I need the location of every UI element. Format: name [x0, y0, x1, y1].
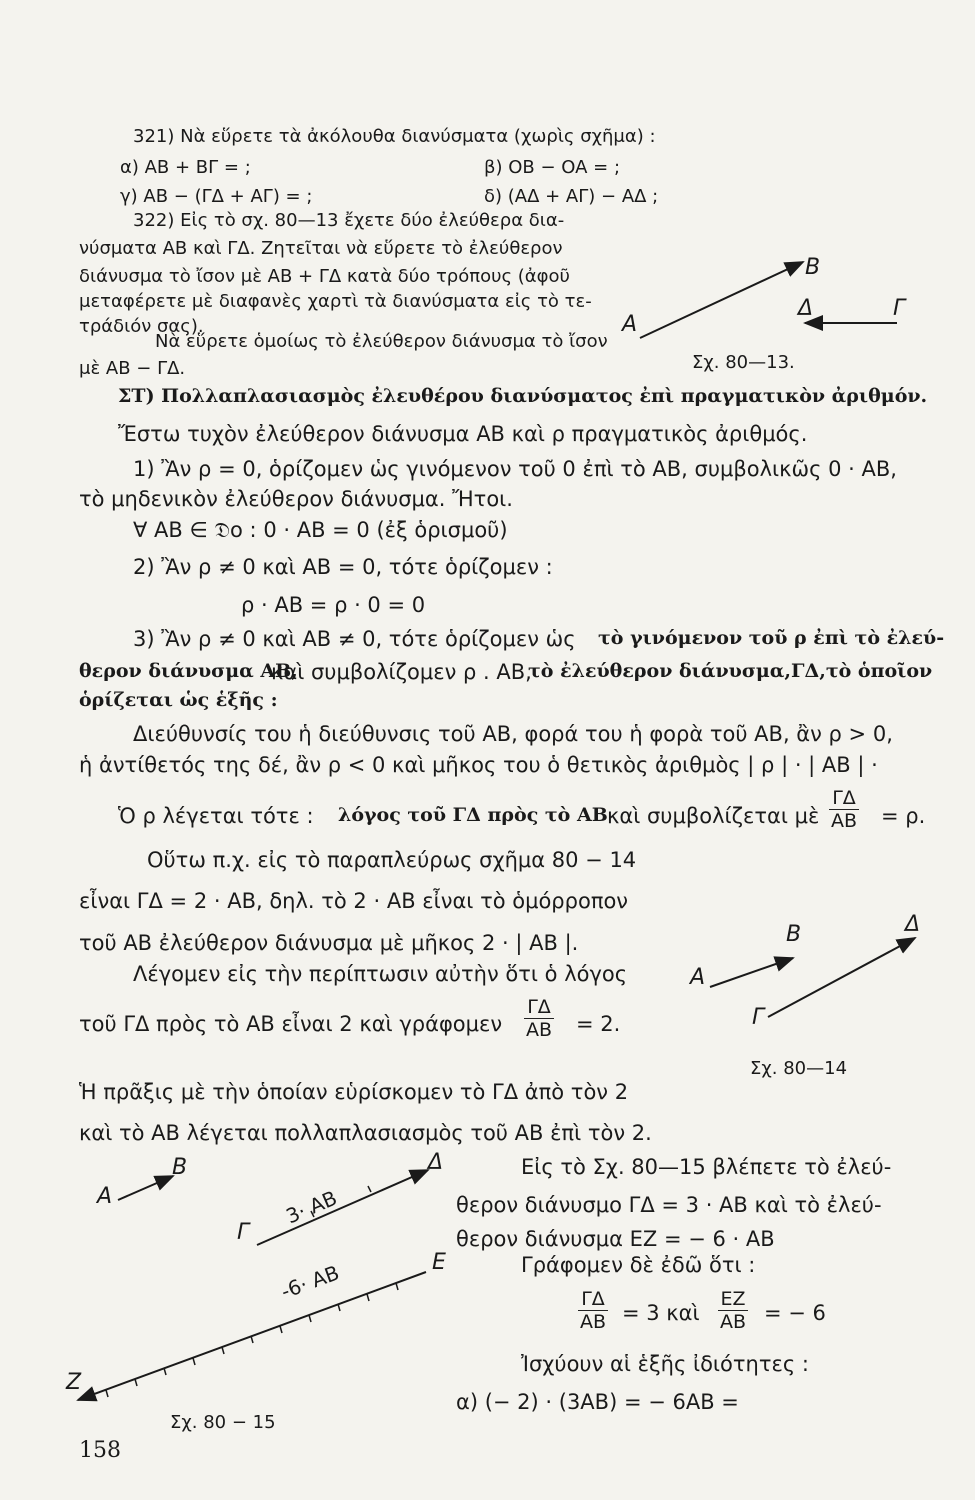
- fraction-denominator: AB: [831, 810, 858, 832]
- body-line-15: τοῦ AB ἐλεύθερον διάνυσμα μὲ μῆκος 2 · | AB |.: [79, 931, 579, 955]
- ex322-line4: μεταφέρετε μὲ διαφανὲς χαρτὶ τὰ διανύσματα εἰς τὸ τε-: [79, 291, 592, 312]
- fig13-label-D: Δ: [798, 296, 814, 321]
- fig15-label-6AB: -6· AB: [277, 1260, 343, 1304]
- fraction-numerator: ΓΔ: [578, 1288, 608, 1311]
- fraction-denominator: AB: [526, 1019, 553, 1041]
- vector-EZ-15: [78, 1272, 426, 1400]
- ex322-line3: διάνυσμα τὸ ἴσον μὲ AB + ΓΔ κατὰ δύο τρόπους (ἀφοῦ: [79, 266, 570, 287]
- fraction-numerator: ΓΔ: [524, 996, 554, 1019]
- body-line-7b: τὸ γινόμενον τοῦ ρ ἐπὶ τὸ ἐλεύ-: [598, 627, 945, 649]
- page-number: 158: [79, 1438, 121, 1463]
- body-line-12d: = ρ.: [881, 804, 926, 828]
- body-line-6: ρ · AB = ρ · 0 = 0: [241, 593, 426, 617]
- body-line-7a: 3) Ἂν ρ ≠ 0 καὶ AB ≠ 0, τότε ὁρίζομεν ὡς: [133, 627, 576, 651]
- fig13-caption: Σχ. 80—13.: [692, 352, 795, 373]
- fig15-label-E: E: [432, 1250, 446, 1275]
- fig15-caption: Σχ. 80 − 15: [170, 1412, 276, 1433]
- body-line-12a: Ὁ ρ λέγεται τότε :: [118, 804, 314, 828]
- ex322-line6: Νὰ εὕρετε ὁμοίως τὸ ἐλεύθερον διάνυσμα τὸ ἴσον: [155, 331, 608, 352]
- body-line-17b: = 2.: [576, 1012, 621, 1036]
- body-line-16: Λέγομεν εἰς τὴν περίπτωσιν αὐτὴν ὅτι ὁ λόγος: [133, 962, 628, 986]
- body-line-17a: τοῦ ΓΔ πρὸς τὸ AB εἶναι 2 καὶ γράφομεν: [79, 1012, 503, 1036]
- tick-marks-EZ: [106, 1283, 398, 1397]
- fig14-label-A: A: [690, 965, 706, 990]
- vector-AB-15: [118, 1176, 173, 1200]
- fig13-label-A: A: [622, 312, 638, 337]
- fraction-GD-over-AB-3: [578, 1288, 608, 1333]
- section-heading: ΣΤ) Πολλαπλασιασμὸς ἐλευθέρου διανύσματος ἐπὶ πραγματικὸν ἀριθμόν.: [118, 385, 928, 407]
- body-line-13: Οὕτω π.χ. εἰς τὸ παραπλεύρως σχῆμα 80 − 14: [147, 848, 637, 872]
- body-line-19: καὶ τὸ AB λέγεται πολλαπλασιασμὸς τοῦ AB ἐπὶ τὸν 2.: [79, 1121, 652, 1145]
- fraction-GD-over-AB-2: [524, 996, 554, 1041]
- fig14-label-G: Γ: [752, 1005, 765, 1030]
- fraction-numerator: EZ: [718, 1288, 748, 1311]
- ex322-line7: μὲ AB − ΓΔ.: [79, 358, 186, 379]
- body-line-1: Ἔστω τυχὸν ἐλεύθερον διάνυσμα AB καὶ ρ πραγματικὸς ἀριθμός.: [118, 422, 808, 446]
- fig14-caption: Σχ. 80—14: [750, 1058, 848, 1079]
- body-line-4: ∀ AB ∈ 𝔇o : 0 · AB = 0 (ἐξ ὁρισμοῦ): [133, 518, 508, 542]
- fraction-denominator: AB: [580, 1311, 607, 1333]
- fig15-label-D: Δ: [428, 1150, 444, 1175]
- fig14-label-D: Δ: [905, 912, 921, 937]
- ex321-b: β) OB − OA = ;: [484, 157, 621, 178]
- fraction-EZ-over-AB: [718, 1288, 748, 1333]
- fig15-label-A: A: [97, 1184, 113, 1209]
- body-line-2: 1) Ἂν ρ = 0, ὁρίζομεν ὡς γινόμενον τοῦ 0 ἐπὶ τὸ AB, συμβολικῶς 0 · AB,: [133, 457, 897, 481]
- fig15-label-G: Γ: [237, 1220, 250, 1245]
- ex321-d: δ) (AΔ + AΓ) − AΔ ;: [484, 186, 659, 207]
- body-line-25: Ἰσχύουν αἱ ἑξῆς ἰδιότητες :: [521, 1352, 809, 1376]
- body-line-12b: λόγος τοῦ ΓΔ πρὸς τὸ AB: [338, 804, 608, 826]
- body-line-11: ἡ ἀντίθετός της δέ, ἂν ρ < 0 καὶ μῆκος του ὁ θετικὸς ἀριθμὸς | ρ | · | AB | ·: [79, 753, 878, 777]
- vector-AB-13: [640, 262, 803, 338]
- body-line-9: ὁρίζεται ὡς ἑξῆς :: [79, 689, 278, 711]
- ex321-title: 321) Νὰ εὕρετε τὰ ἀκόλουθα διανύσματα (χωρὶς σχῆμα) :: [133, 126, 656, 147]
- body-line-21: θερον διάνυσμο ΓΔ = 3 · AB καὶ τὸ ἐλεύ-: [456, 1193, 882, 1217]
- ex321-a: α) AB + BΓ = ;: [120, 157, 251, 178]
- fig15-label-3AB: 3· AB: [282, 1185, 341, 1229]
- fig14-label-B: B: [786, 922, 802, 947]
- fraction-denominator: AB: [720, 1311, 747, 1333]
- fig13-label-G: Γ: [893, 296, 906, 321]
- body-line-26: α) (− 2) · (3AB) = − 6AB =: [456, 1390, 739, 1414]
- body-line-23: Γράφομεν δὲ ἐδῶ ὅτι :: [521, 1253, 756, 1277]
- body-line-24a: = 3 καὶ: [622, 1301, 700, 1325]
- fraction-GD-over-AB: [829, 787, 859, 832]
- body-line-5: 2) Ἂν ρ ≠ 0 καὶ AB = 0, τότε ὁρίζομεν :: [133, 555, 553, 579]
- fig15-label-B: B: [172, 1155, 188, 1180]
- body-line-12c: καὶ συμβολίζεται μὲ: [607, 804, 820, 828]
- body-line-22: θερον διάνυσμα EZ = − 6 · AB: [456, 1227, 775, 1251]
- body-line-10: Διεύθυνσίς του ἡ διεύθυνσις τοῦ AB, φορά του ἡ φορὰ τοῦ AB, ἂν ρ > 0,: [133, 722, 893, 746]
- body-line-24b: = − 6: [764, 1301, 826, 1325]
- ex322-line2: νύσματα AB καὶ ΓΔ. Ζητεῖται νὰ εὕρετε τὸ ἐλεύθερον: [79, 238, 563, 259]
- body-line-3: τὸ μηδενικὸν ἐλεύθερον διάνυσμα. Ἤτοι.: [79, 487, 513, 511]
- ex321-c: γ) AB − (ΓΔ + AΓ) = ;: [120, 186, 313, 207]
- body-line-8c: τὸ ἐλεύθερον διάνυσμα,ΓΔ,τὸ ὁποῖον: [528, 660, 933, 682]
- body-line-8a: θερον διάνυσμα AB,: [79, 660, 298, 682]
- vector-AB-14: [710, 958, 793, 987]
- fraction-numerator: ΓΔ: [829, 787, 859, 810]
- fig15-label-Z: Z: [66, 1370, 82, 1395]
- body-line-8b: καὶ συμβολίζομεν ρ . AB,: [271, 660, 532, 684]
- ex322-line5: τράδιόν σας).: [79, 316, 204, 337]
- body-line-14: εἶναι ΓΔ = 2 · AB, δηλ. τὸ 2 · AB εἶναι τὸ ὁμόρροπον: [79, 889, 629, 913]
- body-line-20: Εἰς τὸ Σχ. 80—15 βλέπετε τὸ ἐλεύ-: [521, 1155, 892, 1179]
- vector-GD-14: [768, 938, 915, 1017]
- fig13-label-B: B: [805, 255, 821, 280]
- body-line-18: Ἡ πρᾶξις μὲ τὴν ὁποίαν εὑρίσκομεν τὸ ΓΔ ἀπὸ τὸν 2: [79, 1080, 629, 1104]
- ex322-line1: 322) Εἰς τὸ σχ. 80—13 ἔχετε δύο ἐλεύθερα δια-: [133, 210, 565, 231]
